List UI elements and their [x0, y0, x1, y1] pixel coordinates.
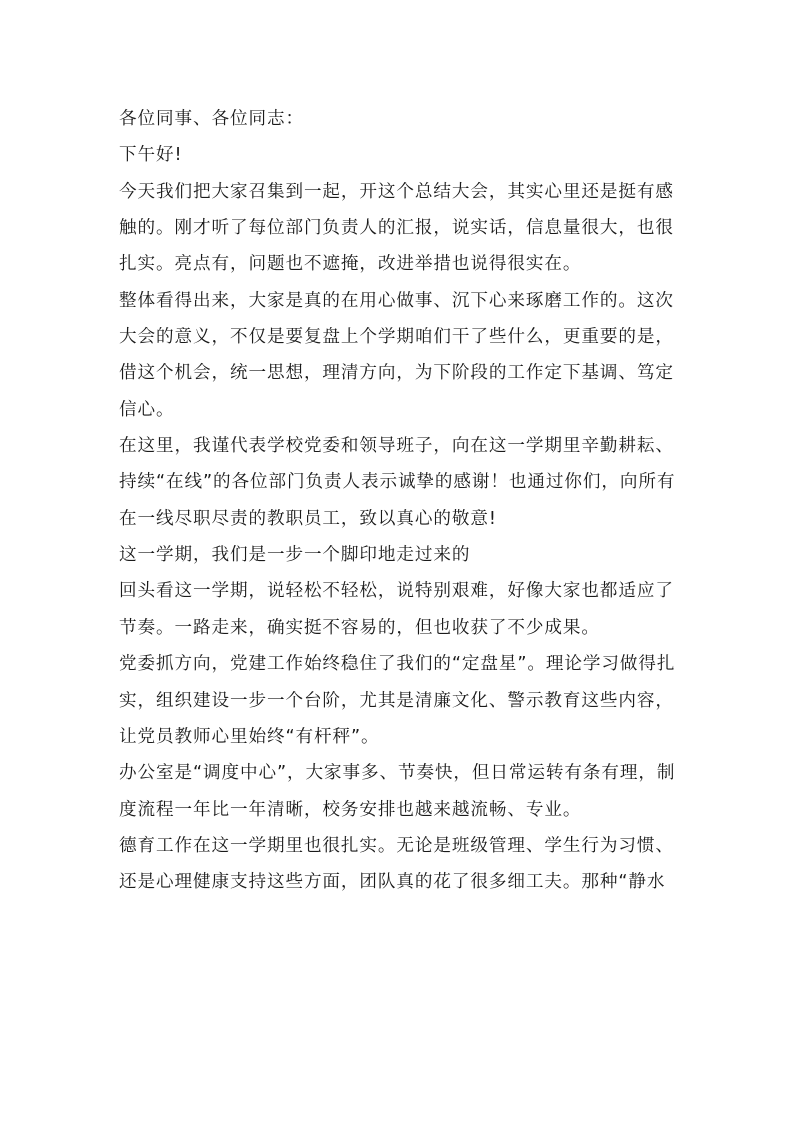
text-line: 让党员教师心里始终“有杆秤”。: [119, 726, 380, 747]
text-line: 在一线尽职尽责的教职员工，致以真心的敬意!: [119, 508, 497, 529]
text-line: 扎实。亮点有，问题也不遮掩，改进举措也说得很实在。: [119, 254, 582, 275]
greeting-line: 下午好!: [119, 145, 183, 166]
text-line: 度流程一年比一年清晰，校务安排也越来越流畅、专业。: [119, 799, 582, 820]
text-line: 大会的意义，不仅是要复盘上个学期咱们干了些什么，更重要的是，: [119, 327, 674, 348]
text-line: 触的。刚才听了每位部门负责人的汇报，说实话，信息量很大，也很: [119, 218, 674, 239]
text-line: 借这个机会，统一思想，理清方向，为下阶段的工作定下基调、笃定: [119, 363, 674, 384]
text-line: 在这里，我谨代表学校党委和领导班子，向在这一学期里辛勤耕耘、: [119, 436, 674, 457]
text-line: 整体看得出来，大家是真的在用心做事、沉下心来琢磨工作的。这次: [119, 290, 674, 311]
text-line: 实，组织建设一步一个台阶，尤其是清廉文化、警示教育这些内容，: [119, 690, 674, 711]
text-line: 持续“在线”的各位部门负责人表示诚挚的感谢！也通过你们，向所有: [119, 472, 676, 493]
section-heading-line: 这一学期，我们是一步一个脚印地走过来的: [119, 545, 471, 566]
salutation-line: 各位同事、各位同志：: [119, 109, 304, 129]
text-line: 节奏。一路走来，确实挺不容易的，但也收获了不少成果。: [119, 617, 600, 638]
document-page: [119, 104, 679, 904]
text-line: 德育工作在这一学期里也很扎实。无论是班级管理、学生行为习惯、: [119, 835, 674, 856]
text-line: 还是心理健康支持这些方面，团队真的花了很多细工夫。那种“静水: [119, 872, 666, 893]
text-line: 今天我们把大家召集到一起，开这个总结大会，其实心里还是挺有感: [119, 181, 674, 202]
text-line: 办公室是“调度中心”，大家事多、节奏快，但日常运转有条有理，制: [119, 763, 676, 784]
text-line: 党委抓方向，党建工作始终稳住了我们的“定盘星”。理论学习做得扎: [119, 654, 676, 675]
text-line: 回头看这一学期，说轻松不轻松，说特别艰难，好像大家也都适应了: [119, 581, 674, 602]
text-line: 信心。: [119, 399, 175, 420]
